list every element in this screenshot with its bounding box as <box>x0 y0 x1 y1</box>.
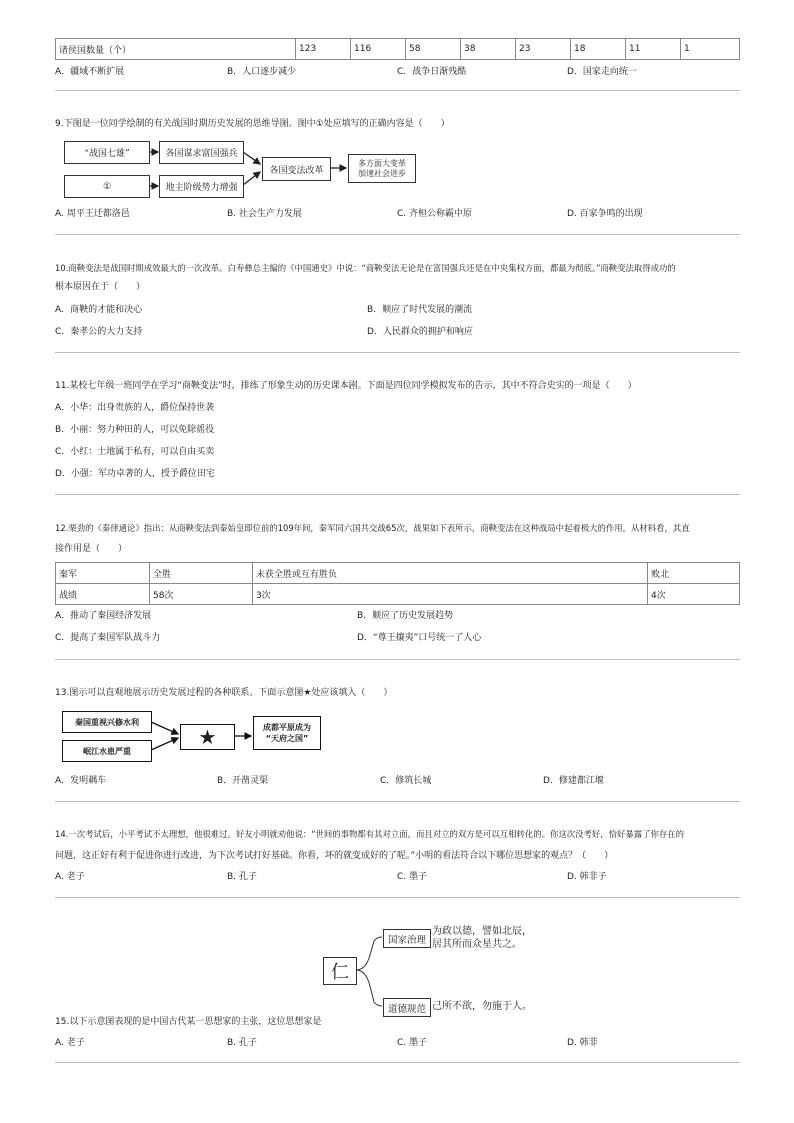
option-c[interactable]: C．小红：土地属于私有，可以自由买卖 <box>55 447 215 457</box>
option-b[interactable]: B. 孔子 <box>227 872 257 882</box>
divider <box>55 801 740 802</box>
divider <box>55 494 740 495</box>
question-14-stem: 14.一次考试后，小平考试不太理想，他很难过。好友小明就劝他说：“世间的事物都有其对立面，而且对立的双方是可以互相转化的。你这次没考好，恰好暴露了你存在的 <box>55 829 685 839</box>
option-a[interactable]: A. 老子 <box>55 1038 85 1048</box>
diagram-box-chengdu <box>253 716 321 750</box>
option-a[interactable]: A. 周平王迁都洛邑 <box>55 209 130 219</box>
diagram-text: “天府之国” <box>265 734 309 743</box>
option-a[interactable]: A．疆域不断扩展 <box>55 67 125 77</box>
question-13-stem: 13.图示可以直观地展示历史发展过程的各种联系。下面示意图★处应该填入（ ） <box>55 688 393 698</box>
table-cell: 战绩 <box>56 584 150 605</box>
option-c[interactable]: C. 墨子 <box>397 1038 428 1048</box>
battle-results-table <box>55 562 740 605</box>
diagram-text: 成都平原成为 <box>263 723 311 732</box>
diagram-text: 居其所而众星共之。 <box>432 939 522 950</box>
option-d[interactable]: D．国家走向统一 <box>567 67 637 77</box>
diagram-box-governance: 国家治理 <box>383 929 431 948</box>
diagram-box-irrigation: 秦国重视兴修水利 <box>62 711 152 733</box>
table-cell: 58 <box>406 39 461 60</box>
option-c[interactable]: C．战争日渐残酷 <box>397 67 467 77</box>
table-cell: 11 <box>626 39 681 60</box>
table-cell: 3次 <box>253 584 648 605</box>
question-12-stem: 12.栗劲的《秦律通论》指出：从商鞅变法到秦始皇即位前的109年间，秦军同六国共交战65次，战果如下表所示，商鞅变法在这种战局中起着极大的作用。从材料看，其直 <box>55 523 690 533</box>
table-cell: 秦军 <box>56 563 150 584</box>
option-c[interactable]: C．修筑长城 <box>380 776 432 786</box>
star-icon: ★ <box>180 724 235 750</box>
option-c[interactable]: C. 齐桓公称霸中原 <box>397 209 473 219</box>
question-14-stem-cont: 问题，这正好有利于促进你进行改进，为下次考试打好基础。你看，坏的就变成好的了呢。”小明的看法符合以下哪位思想家的观点？（ ） <box>55 851 614 861</box>
option-d[interactable]: D. 韩非子 <box>567 872 607 882</box>
table-cell: 全胜 <box>150 563 253 584</box>
divider <box>55 1062 740 1063</box>
table-row <box>56 584 740 605</box>
option-b[interactable]: B. 孔子 <box>227 1038 257 1048</box>
option-a[interactable]: A．发明耦车 <box>55 776 107 786</box>
question-12-stem-cont: 接作用是（ ） <box>55 544 128 554</box>
option-d[interactable]: D. 韩非 <box>567 1038 598 1048</box>
option-a[interactable]: A．商鞅的才能和决心 <box>55 305 143 315</box>
option-b[interactable]: B．顺应了时代发展的潮流 <box>367 305 473 315</box>
option-a[interactable]: A．推动了秦国经济发展 <box>55 611 152 621</box>
question-15-stem: 15.以下示意图表现的是中国古代某一思想家的主张，这位思想家是 <box>55 1017 322 1027</box>
diagram-box-ren: 仁 <box>323 957 357 985</box>
table-cell: 败北 <box>648 563 740 584</box>
option-b[interactable]: B．顺应了历史发展趋势 <box>357 611 454 621</box>
table-cell: 18 <box>571 39 626 60</box>
diagram-text: 为政以德，譬如北辰， <box>432 926 532 937</box>
diagram-box-morality: 道德规范 <box>383 998 431 1017</box>
option-b[interactable]: B．开凿灵渠 <box>217 776 269 786</box>
divider <box>55 352 740 353</box>
option-b[interactable]: B．小丽：努力种田的人，可以免除徭役 <box>55 425 215 435</box>
diagram-box-progress <box>348 154 416 183</box>
question-11-stem: 11.某校七年级一班同学在学习“商鞅变法”时，排练了形象生动的历史课本剧。下面是四位同学模拟发布的告示，其中不符合史实的一项是（ ） <box>55 381 637 391</box>
option-d[interactable]: D．小强：军功卓著的人，授予爵位田宅 <box>55 469 215 479</box>
option-c[interactable]: C. 墨子 <box>397 872 428 882</box>
question-10-stem: 10.商鞅变法是战国时期成效最大的一次改革。白寿彝总主编的《中国通史》中说：“商鞅变法无论是在富国强兵还是在中央集权方面，都最为彻底。”商鞅变法取得成功的 <box>55 263 676 273</box>
diagram-box-strong-state: 各国谋求富国强兵 <box>159 141 244 164</box>
table-cell: 116 <box>351 39 406 60</box>
diagram-text: 多方面大变革 <box>358 158 406 168</box>
option-a[interactable]: A. 老子 <box>55 872 85 882</box>
option-d[interactable]: D．“尊王攘夷”口号统一了人心 <box>357 633 482 643</box>
option-d[interactable]: D．修建都江堰 <box>543 776 604 786</box>
table-cell: 58次 <box>150 584 253 605</box>
divider <box>55 234 740 235</box>
divider <box>55 897 740 898</box>
table-cell: 38 <box>461 39 516 60</box>
divider <box>55 659 740 660</box>
diagram-box-blank-1: ① <box>64 175 150 198</box>
diagram-box-landlord-class: 地主阶级势力增强 <box>159 175 244 198</box>
question-9-stem: 9.下图是一位同学绘制的有关战国时期历史发展的思维导图。图中①处应填写的正确内容是（ ） <box>55 119 450 129</box>
option-a[interactable]: A．小华：出身贵族的人，爵位保持世袭 <box>55 403 215 413</box>
diagram-box-reform: 各国变法改革 <box>262 157 331 181</box>
option-d[interactable]: D. 百家争鸣的出现 <box>567 209 643 219</box>
diagram-box-seven-states: “战国七雄” <box>64 141 150 164</box>
quote-governance <box>432 925 532 951</box>
option-b[interactable]: B．人口逐步减少 <box>227 67 297 77</box>
diagram-text: 加速社会进步 <box>358 168 406 178</box>
option-b[interactable]: B. 社会生产力发展 <box>227 209 302 219</box>
table-cell: 1 <box>681 39 740 60</box>
table-cell: 诸侯国数量（个） <box>56 39 296 60</box>
quote-morality: 己所不欲，勿施于人。 <box>432 1001 532 1012</box>
option-c[interactable]: C．提高了秦国军队战斗力 <box>55 633 161 643</box>
table-cell: 未获全胜或互有胜负 <box>253 563 648 584</box>
question-10-stem-cont: 根本原因在于（ ） <box>55 282 146 292</box>
diagram-box-flood: 岷江水患严重 <box>62 740 152 762</box>
table-row <box>56 563 740 584</box>
table-cell: 123 <box>296 39 351 60</box>
option-c[interactable]: C．秦孝公的大力支持 <box>55 327 143 337</box>
table-cell: 4次 <box>648 584 740 605</box>
option-d[interactable]: D．人民群众的拥护和响应 <box>367 327 473 337</box>
table-cell: 23 <box>516 39 571 60</box>
